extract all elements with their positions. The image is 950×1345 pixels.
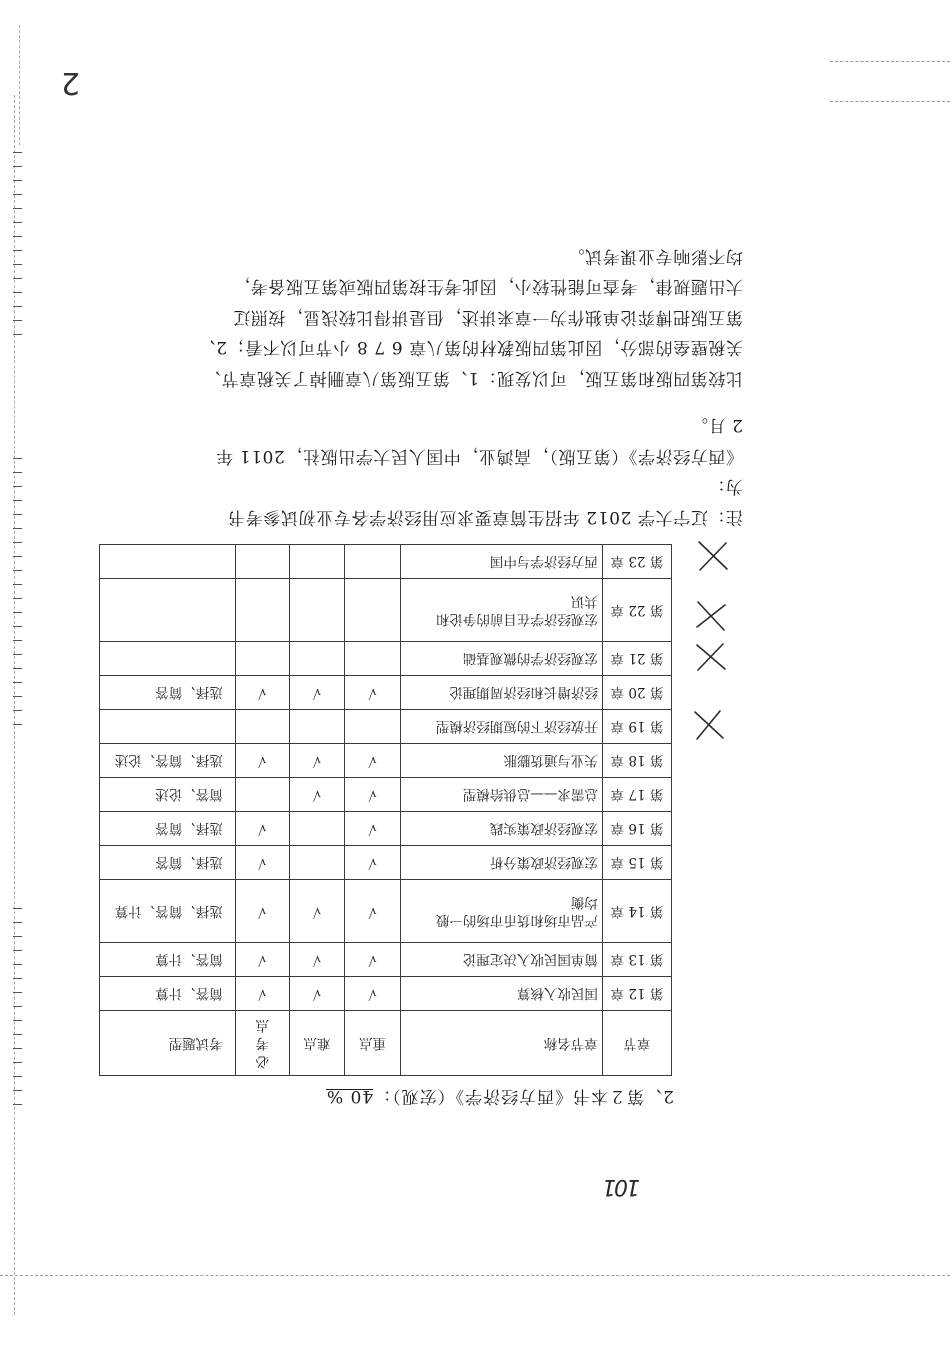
row-must-mark — [235, 579, 289, 642]
note-block — [198, 241, 743, 533]
row-chapter: 第 12 章 — [602, 977, 671, 1011]
row-must-mark: √ — [235, 812, 289, 846]
row-chapter: 第 15 章 — [602, 846, 671, 880]
row-exam-type: 选择、简答 — [100, 676, 236, 710]
table-row — [100, 579, 672, 642]
handwritten-x-icon — [694, 640, 728, 674]
row-must-mark: √ — [235, 943, 289, 977]
header-exam-point-3: 点 — [255, 1017, 269, 1033]
table-row — [100, 812, 672, 846]
row-difficult-mark — [289, 579, 345, 642]
row-chapter: 第 23 章 — [602, 545, 671, 579]
table-row — [100, 977, 672, 1011]
row-must-mark — [235, 778, 289, 812]
row-difficult-mark: √ — [289, 943, 345, 977]
row-chapter-name: 总需求——总供给模型 — [400, 778, 602, 812]
row-difficult-mark — [289, 710, 345, 744]
note-line: 注：辽宁大学 2012 年招生简章要求应用经济学各专业初试参考书为： — [227, 476, 743, 527]
row-key-mark — [345, 642, 401, 676]
scan-margin-line-2 — [19, 25, 20, 145]
row-difficult-mark — [289, 812, 345, 846]
header-exam-type: 考试题型 — [100, 1011, 236, 1076]
row-chapter-name: 经济增长和经济周期理论 — [400, 676, 602, 710]
header-exam-point — [235, 1011, 289, 1076]
row-chapter: 第 20 章 — [602, 676, 671, 710]
row-chapter: 第 14 章 — [602, 880, 671, 943]
row-difficult-mark: √ — [289, 880, 345, 943]
row-chapter-name: 宏观经济政策实践 — [400, 812, 602, 846]
row-key-mark: √ — [345, 977, 401, 1011]
row-must-mark: √ — [235, 744, 289, 778]
row-key-mark: √ — [345, 778, 401, 812]
row-chapter: 第 18 章 — [602, 744, 671, 778]
row-chapter-name: 简单国民收入决定理论 — [400, 943, 602, 977]
row-must-mark: √ — [235, 676, 289, 710]
header-difficult: 难点 — [289, 1011, 345, 1076]
margin-ticks-2 — [12, 445, 22, 725]
heading-text: 2、第２本书《西方经济学》（宏观）： — [373, 1086, 674, 1106]
row-difficult-mark — [289, 642, 345, 676]
table-row — [100, 744, 672, 778]
table-row — [100, 642, 672, 676]
row-key-mark: √ — [345, 846, 401, 880]
row-exam-type — [100, 642, 236, 676]
row-exam-type: 简答、计算 — [100, 977, 236, 1011]
row-exam-type: 简答、论述 — [100, 778, 236, 812]
scan-rule-top — [0, 1275, 950, 1276]
row-exam-type: 选择、简答 — [100, 812, 236, 846]
section-heading — [74, 1086, 674, 1111]
handwritten-x-icon — [694, 599, 728, 633]
header-exam-point-2: 考 — [255, 1035, 269, 1051]
row-must-mark — [235, 545, 289, 579]
header-exam-point-1: 必 — [255, 1053, 269, 1069]
row-difficult-mark: √ — [289, 676, 345, 710]
row-exam-type — [100, 710, 236, 744]
row-must-mark: √ — [235, 977, 289, 1011]
row-chapter-name-line: 宏观经济学在目前的争论和 — [435, 611, 598, 627]
scan-rule-bottom-left-2 — [830, 101, 950, 102]
note-paragraph-1 — [198, 410, 743, 532]
margin-ticks-3 — [12, 139, 22, 335]
row-exam-type: 选择、简答、计算 — [100, 880, 236, 943]
note-paragraph-2 — [198, 241, 743, 394]
row-chapter: 第 21 章 — [602, 642, 671, 676]
row-chapter: 第 13 章 — [602, 943, 671, 977]
table-row — [100, 545, 672, 579]
heading-percent: 40 % — [325, 1086, 374, 1106]
handwritten-corner-mark: 2 — [60, 65, 80, 100]
row-difficult-mark — [289, 846, 345, 880]
table-row — [100, 710, 672, 744]
row-exam-type — [100, 579, 236, 642]
row-chapter: 第 17 章 — [602, 778, 671, 812]
row-key-mark — [345, 545, 401, 579]
handwritten-page-number: 101 — [604, 1174, 640, 1199]
row-chapter-name-line: 共识 — [570, 593, 598, 609]
row-chapter: 第 22 章 — [602, 579, 671, 642]
row-must-mark — [235, 710, 289, 744]
note-line: 第五版把博弈论单独作为一章来讲述，但是讲得比较浅显，按照辽 — [232, 307, 743, 327]
row-key-mark: √ — [345, 812, 401, 846]
row-exam-type: 简答、计算 — [100, 943, 236, 977]
row-chapter: 第 19 章 — [602, 710, 671, 744]
table-row — [100, 943, 672, 977]
note-line: 均不影响专业课考试。 — [567, 246, 743, 266]
row-difficult-mark: √ — [289, 977, 345, 1011]
row-difficult-mark: √ — [289, 778, 345, 812]
note-line: 2 月。 — [690, 415, 743, 436]
note-line: 关税壁垒的部分，因此第四版教材的第八章 6 7 8 小节可以不看；2、 — [198, 337, 743, 358]
table-row — [100, 880, 672, 943]
row-chapter-name: 宏观经济学的微观基础 — [400, 642, 602, 676]
table-header-row — [100, 1011, 672, 1076]
row-must-mark: √ — [235, 880, 289, 943]
row-chapter-name: 宏观经济政策分析 — [400, 846, 602, 880]
row-key-mark — [345, 579, 401, 642]
margin-ticks — [12, 895, 22, 1105]
row-key-mark: √ — [345, 676, 401, 710]
note-line: 大出题规律，考查可能性较小，因此考生按第四版或第五版备考， — [232, 276, 743, 297]
note-line: 比较第四版和第五版，可以发现：1、第五版第八章删掉了关税章节、 — [203, 368, 743, 388]
note-line: 《西方经济学》（第五版），高鸿业，中国人民大学出版社，2011 年 — [215, 446, 743, 466]
row-chapter-name: 西方经济学与中国 — [400, 545, 602, 579]
header-chapter-name: 章节名称 — [400, 1011, 602, 1076]
row-chapter-name: 国民收入核算 — [400, 977, 602, 1011]
row-chapter-name-line: 均衡 — [570, 894, 598, 910]
row-key-mark — [345, 710, 401, 744]
row-difficult-mark — [289, 545, 345, 579]
handwritten-x-icon — [692, 708, 726, 742]
table-row — [100, 676, 672, 710]
scan-rule-bottom-left — [830, 61, 950, 62]
row-must-mark — [235, 642, 289, 676]
handwritten-x-icon — [696, 539, 730, 573]
row-chapter-name: 开放经济下的短期经济模型 — [400, 710, 602, 744]
row-chapter: 第 16 章 — [602, 812, 671, 846]
row-chapter-name: 失业与通货膨胀 — [400, 744, 602, 778]
row-chapter-name — [400, 579, 602, 642]
row-exam-type: 选择、简答、论述 — [100, 744, 236, 778]
table-row — [100, 846, 672, 880]
row-key-mark: √ — [345, 744, 401, 778]
row-chapter-name-line: 产品市场和货币市场的一般 — [435, 912, 598, 928]
row-key-mark: √ — [345, 943, 401, 977]
row-exam-type: 选择、简答 — [100, 846, 236, 880]
header-key: 重点 — [345, 1011, 401, 1076]
row-key-mark: √ — [345, 880, 401, 943]
row-must-mark: √ — [235, 846, 289, 880]
table-row — [100, 778, 672, 812]
header-chapter: 章节 — [602, 1011, 671, 1076]
row-chapter-name — [400, 880, 602, 943]
syllabus-table — [99, 544, 672, 1076]
row-difficult-mark: √ — [289, 744, 345, 778]
row-exam-type — [100, 545, 236, 579]
